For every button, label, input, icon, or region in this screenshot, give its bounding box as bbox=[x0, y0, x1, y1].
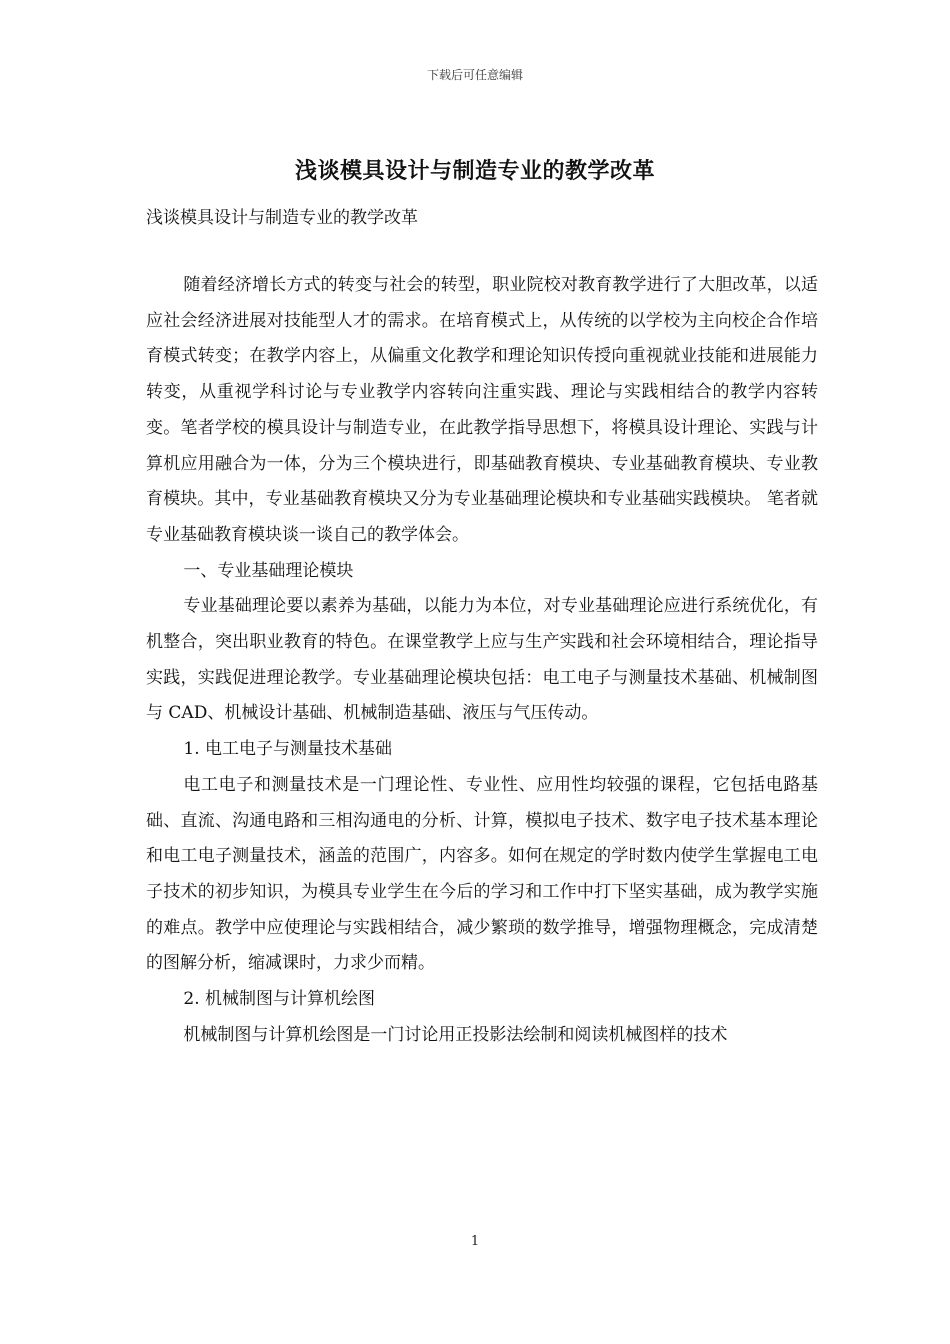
subsection-heading-1: 1. 电工电子与测量技术基础 bbox=[183, 739, 393, 760]
page-number: 1 bbox=[470, 1234, 480, 1249]
subsection-heading-2: 2. 机械制图与计算机绘图 bbox=[183, 989, 376, 1010]
document-body bbox=[146, 268, 818, 1053]
paragraph-section-1: 专业基础理论要以素养为基础，以能力为本位，对专业基础理论应进行系统优化，有机整合，突出职业教育的特色。在课堂教学上应与生产实践和社会环境相结合，理论指导实践，实践促进理论教学。专业基础理论模块包括：电工电子与测量技术基础、机械制图与 CAD、机械设计基础、机械制造基础、液压与气压传动。 bbox=[146, 596, 818, 724]
paragraph-subsection-2: 机械制图与计算机绘图是一门讨论用正投影法绘制和阅读机械图样的技术 bbox=[183, 1024, 728, 1045]
paragraph-subsection-1: 电工电子和测量技术是一门理论性、专业性、应用性均较强的课程，它包括电路基础、直流、沟通电路和三相沟通电的分析、计算，模拟电子技术、数字电子技术基本理论和电工电子测量技术，涵盖的范围广，内容多。如何在规定的学时数内使学生掌握电工电子技术的初步知识，为模具专业学生在今后的学习和工作中打下坚实基础，成为教学实施的难点。教学中应使理论与实践相结合，减少繁琐的数学推导，增强物理概念，完成清楚的图解分析，缩减课时，力求少而精。 bbox=[146, 774, 818, 974]
paragraph-intro: 随着经济增长方式的转变与社会的转型，职业院校对教育教学进行了大胆改革，以适应社会经济进展对技能型人才的需求。在培育模式上，从传统的以学校为主向校企合作培育模式转变；在教学内容上，从偏重文化教学和理论知识传授向重视就业技能和进展能力转变，从重视学科讨论与专业教学内容转向注重实践、理论与实践相结合的教学内容转变。笔者学校的模具设计与制造专业，在此教学指导思想下，将模具设计理论、实践与计算机应用融合为一体，分为三个模块进行，即基础教育模块、专业基础教育模块、专业教育模块。其中，专业基础教育模块又分为专业基础理论模块和专业基础实践模块。 笔者就专业基础教育模块谈一谈自己的教学体会。 bbox=[146, 275, 818, 545]
document-title: 浅谈模具设计与制造专业的教学改革 bbox=[294, 158, 655, 184]
header-note: 下载后可任意编辑 bbox=[426, 68, 523, 82]
section-heading-1: 一、专业基础理论模块 bbox=[183, 560, 354, 581]
document-subtitle: 浅谈模具设计与制造专业的教学改革 bbox=[146, 208, 418, 228]
